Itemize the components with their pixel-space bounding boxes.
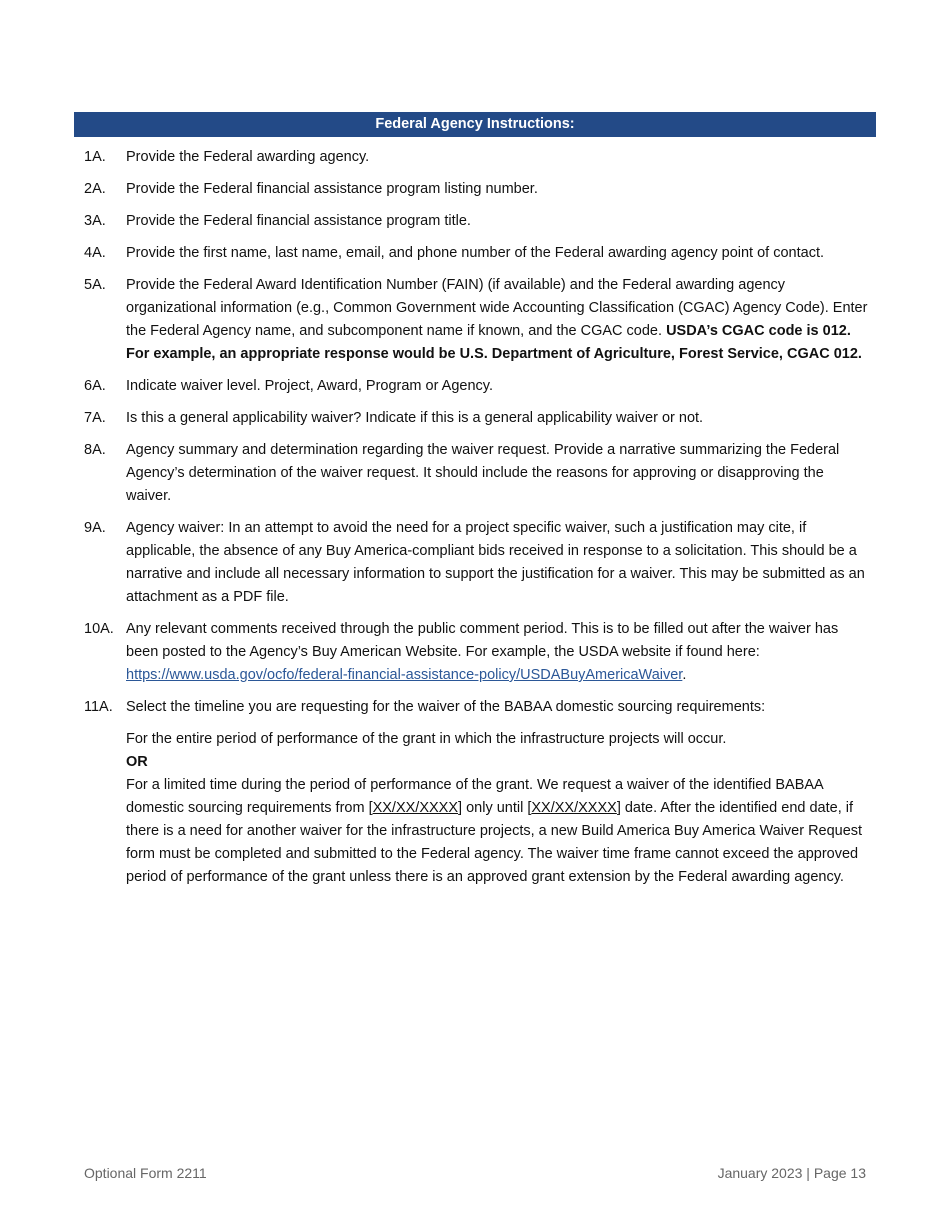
item-number: 5A. (84, 277, 106, 293)
or-label: OR (126, 754, 148, 770)
list-item (84, 178, 870, 201)
list-item (84, 375, 870, 398)
list-item (84, 517, 870, 609)
item-text: Any relevant comments received through the public comment period. This is to be filled out after the waiver has been posted to the Agency’s Buy American Website. For example, the USDA website if found here: (126, 621, 839, 660)
item-number: 7A. (84, 410, 106, 426)
list-item (84, 407, 870, 430)
list-item (84, 146, 870, 169)
footer-date-page: January 2023 | Page 13 (717, 1165, 866, 1181)
list-item (84, 618, 870, 687)
item-text: Provide the first name, last name, email, and phone number of the Federal awarding agency point of contact. (126, 245, 825, 261)
date-from-field[interactable]: XX/XX/XXXX (372, 800, 459, 816)
list-item (84, 439, 870, 508)
item-number: 6A. (84, 378, 106, 394)
item-text: Provide the Federal financial assistance program listing number. (126, 181, 538, 197)
item-text: Provide the Federal financial assistance program title. (126, 213, 471, 229)
option2-text-b: ] only until [ (458, 800, 532, 816)
list-item (84, 242, 870, 265)
item-number: 1A. (84, 149, 106, 165)
instruction-list (84, 146, 870, 898)
item-text: Agency waiver: In an attempt to avoid the need for a project specific waiver, such a justification may cite, if applicable, the absence of any Buy America-compliant bids received in response to a solicitation. This should be a narrative and include all necessary information to support the justification for a waiver. This may be submitted as an attachment as a PDF file. (126, 520, 865, 605)
footer-form-name: Optional Form 2211 (84, 1165, 207, 1181)
item-text: Indicate waiver level. Project, Award, Program or Agency. (126, 378, 493, 394)
option2-text-c: ] date. After the identified end date, if there is a need for another waiver for the infrastructure projects, a new Build America Buy America Waiver Request form must be completed and submitted to the Federal agency. The waiver time frame cannot exceed the approved period of performance of the grant unless there is an approved grant extension by the Federal awarding agency. (126, 800, 863, 885)
timeline-option-limited-time (126, 774, 870, 889)
section-header: Federal Agency Instructions: (74, 112, 876, 137)
timeline-or (126, 751, 870, 774)
item-body (126, 274, 870, 366)
usda-waiver-link[interactable]: https://www.usda.gov/ocfo/federal-financial-assistance-policy/USDABuyAmericaWaiver (126, 667, 683, 683)
item-body (126, 696, 870, 889)
date-to-field[interactable]: XX/XX/XXXX (531, 800, 617, 816)
item-number: 2A. (84, 181, 106, 197)
list-item (84, 696, 870, 889)
item-text: Provide the Federal awarding agency. (126, 149, 370, 165)
item-text: Provide the Federal Award Identification Number (FAIN) (if available) and the Federal awarding agency organizational information (e.g., Common Government wide Accounting Classification (CGAC) Agency Code). Enter the Federal Agency name, and subcomponent name if known, and the CGAC code. (126, 277, 868, 339)
item-number: 8A. (84, 442, 106, 458)
item-number: 10A. (84, 621, 114, 637)
item-number: 4A. (84, 245, 106, 261)
item-text: Is this a general applicability waiver? Indicate if this is a general applicability waiver or not. (126, 410, 704, 426)
item-text-after: . (682, 667, 687, 683)
item-text: Select the timeline you are requesting for the waiver of the BABAA domestic sourcing requirements: (126, 699, 766, 715)
item-number: 9A. (84, 520, 106, 536)
list-item (84, 274, 870, 366)
item-body (126, 618, 870, 687)
item-number: 11A. (84, 699, 113, 715)
timeline-option-entire-period: For the entire period of performance of the grant in which the infrastructure projects will occur. (126, 731, 727, 747)
option2-text-a: For a limited time during the period of performance of the grant. We request a waiver of the identified BABAA domestic sourcing requirements from [ (126, 777, 823, 816)
item-bold-text: USDA’s CGAC code is 012. For example, an appropriate response would be U.S. Department of Agriculture, Forest Service, CGAC 012. (126, 323, 862, 362)
list-item (84, 210, 870, 233)
item-text: Agency summary and determination regarding the waiver request. Provide a narrative summarizing the Federal Agency’s determination of the waiver request. It should include the reasons for approving or disapproving the waiver. (126, 442, 840, 504)
item-number: 3A. (84, 213, 106, 229)
